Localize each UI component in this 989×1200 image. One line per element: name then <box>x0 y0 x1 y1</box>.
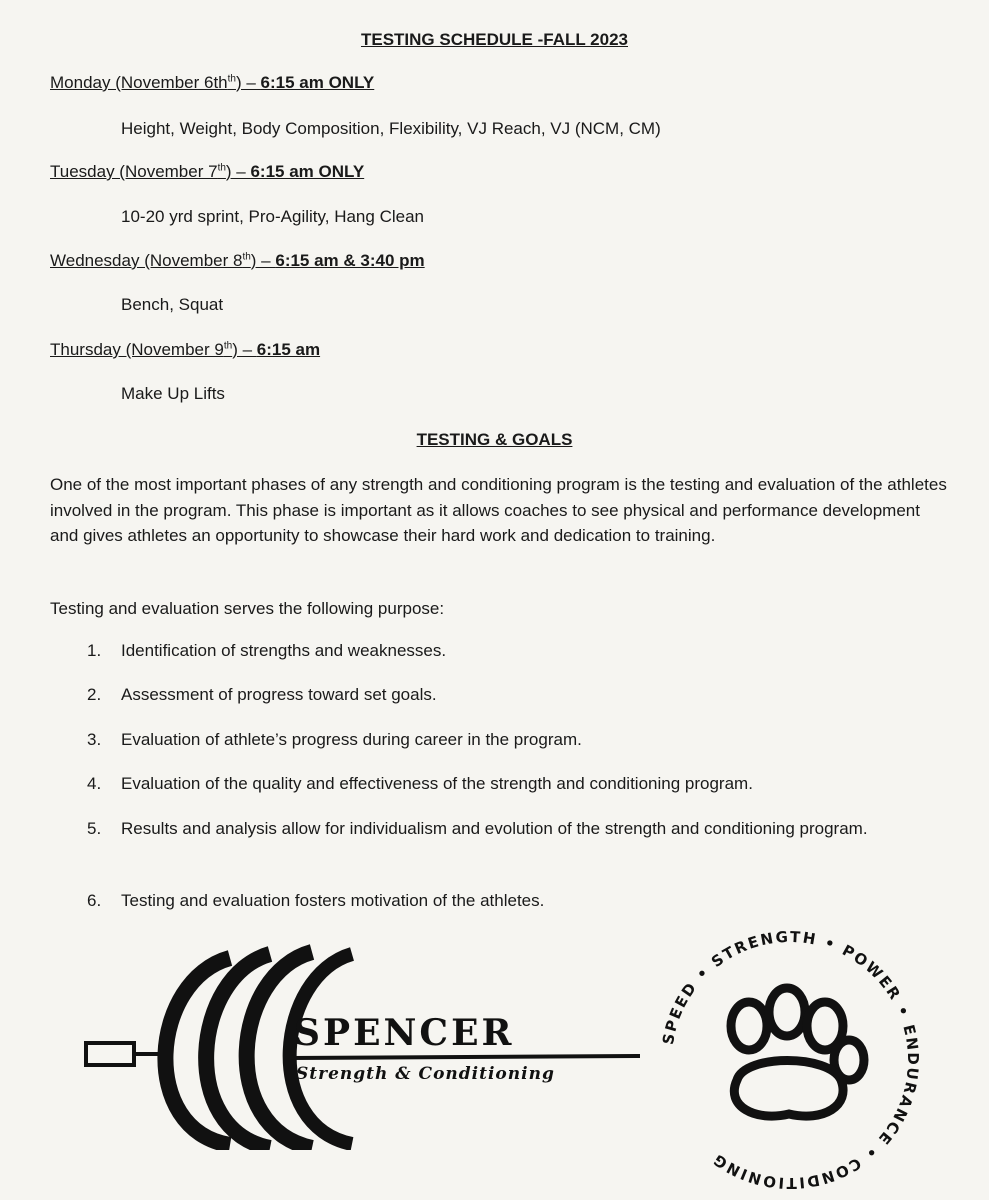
paw-seal-logo <box>645 930 935 1190</box>
day-sup: th <box>223 340 233 352</box>
day-label: Monday (November 6th <box>50 73 228 92</box>
day-label: Thursday (November 9 <box>50 340 224 359</box>
list-number: 2. <box>87 685 102 704</box>
day-label: Wednesday (November 8 <box>50 251 243 270</box>
day-time: 6:15 am <box>256 340 321 359</box>
seal-text: SPEED • STRENGTH • POWER • ENDURANCE • CONDITIONING <box>658 930 923 1190</box>
day-sep: ) – <box>232 340 257 359</box>
day-details-tuesday: 10-20 yrd sprint, Pro-Agility, Hang Clean <box>121 207 424 226</box>
brand-rule <box>290 1056 640 1058</box>
list-number: 4. <box>87 774 102 793</box>
day-label: Tuesday (November 7 <box>50 162 218 181</box>
day-time: 6:15 am ONLY <box>260 73 375 92</box>
day-time: 6:15 am ONLY <box>250 162 365 181</box>
day-heading-thursday <box>50 340 320 360</box>
list-text: Assessment of progress toward set goals. <box>121 685 437 704</box>
day-time: 6:15 am & 3:40 pm <box>275 251 425 270</box>
list-text: Evaluation of athlete’s progress during career in the program. <box>121 730 582 749</box>
brand-name: SPENCER <box>294 1012 515 1054</box>
paw-icon <box>731 988 864 1116</box>
day-heading-wednesday <box>50 251 425 271</box>
day-heading-monday <box>50 73 374 93</box>
list-text: Identification of strengths and weaknesses. <box>121 641 447 660</box>
day-sep: ) – <box>225 162 251 181</box>
list-number: 5. <box>87 819 102 838</box>
list-text: Results and analysis allow for individualism and evolution of the strength and conditioning program. <box>121 819 868 838</box>
day-details-monday: Height, Weight, Body Composition, Flexibility, VJ Reach, VJ (NCM, CM) <box>121 119 661 138</box>
barbell-bar-end <box>86 1043 134 1065</box>
goals-title: TESTING & GOALS <box>416 430 573 449</box>
day-sep: ) – <box>250 251 276 270</box>
day-sep: ) – <box>235 73 261 92</box>
schedule-title: TESTING SCHEDULE -FALL 2023 <box>360 30 628 49</box>
list-text: Evaluation of the quality and effectiveness of the strength and conditioning program. <box>121 774 753 793</box>
list-text: Testing and evaluation fosters motivation of the athletes. <box>121 891 545 910</box>
list-number: 6. <box>87 891 102 910</box>
purpose-lead: Testing and evaluation serves the following purpose: <box>50 599 445 618</box>
day-details-thursday: Make Up Lifts <box>121 384 225 403</box>
list-number: 1. <box>87 641 102 660</box>
day-sup: th <box>242 251 251 263</box>
intro-paragraph: One of the most important phases of any strength and conditioning program is the testing and evaluation of the athletes involved in the program. This phase is important as it allows coaches to see physical and performance development and gives athletes an opportunity to showcase their hard work and dedication to training. <box>50 475 947 545</box>
day-sup: th <box>217 162 226 174</box>
list-number: 3. <box>87 730 102 749</box>
day-details-wednesday: Bench, Squat <box>121 295 224 314</box>
day-sup: th <box>227 73 236 85</box>
day-heading-tuesday <box>50 162 364 182</box>
brand-subtitle: Strength & Conditioning <box>296 1064 555 1084</box>
